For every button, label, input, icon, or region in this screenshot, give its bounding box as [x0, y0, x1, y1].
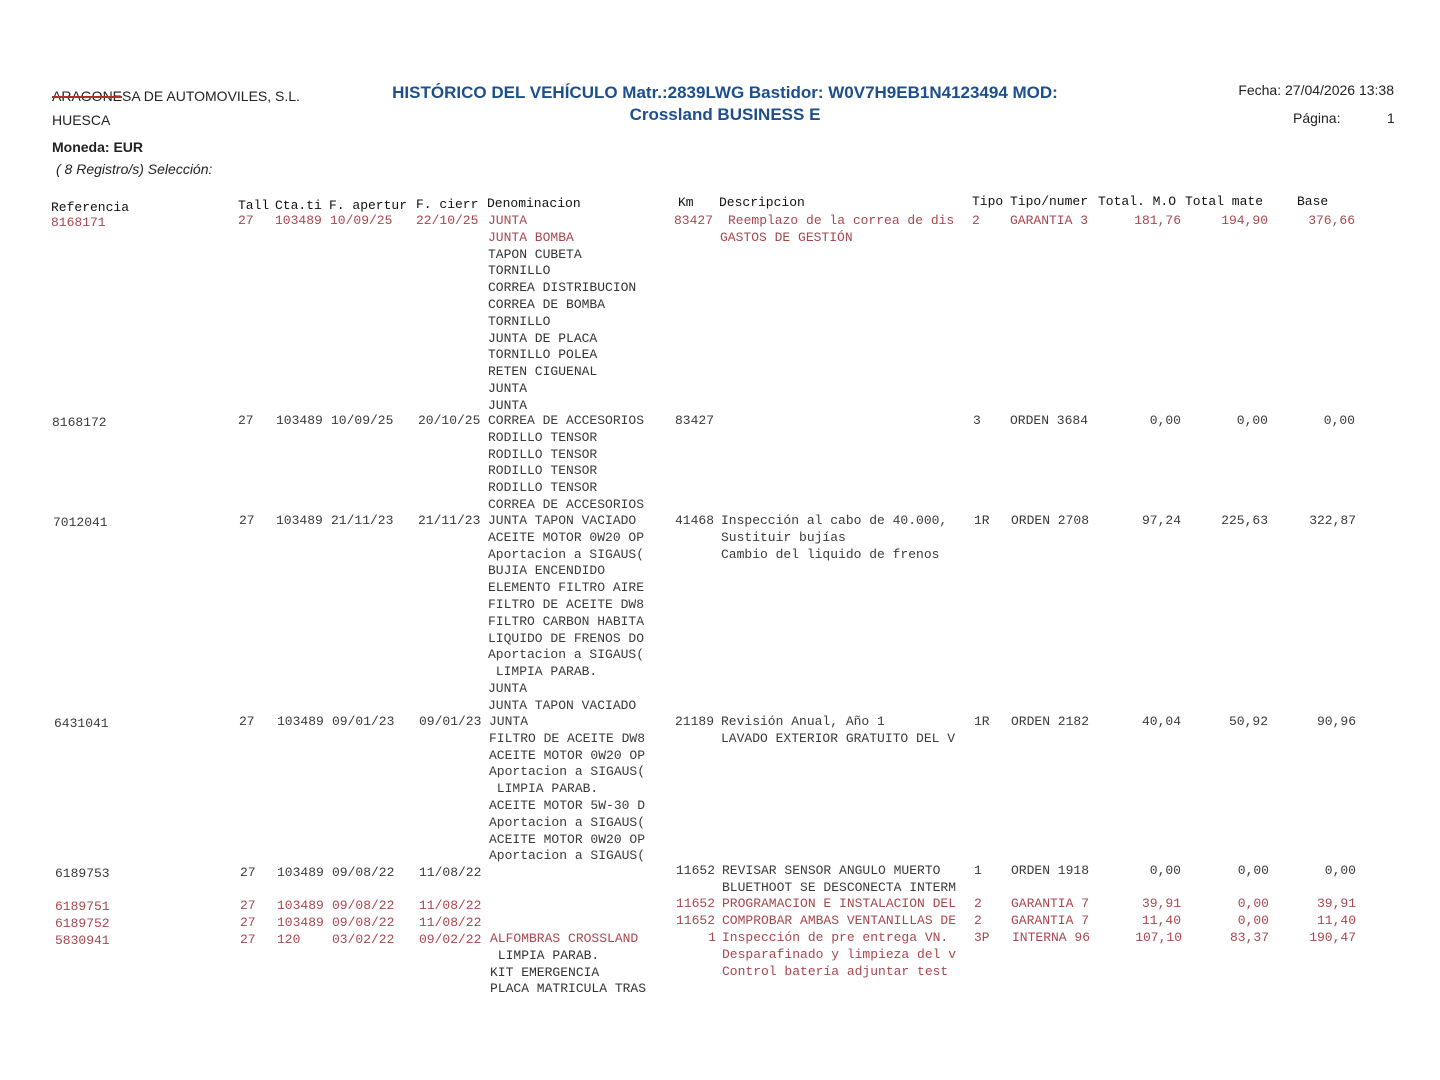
page-number: 1 [1387, 110, 1395, 126]
cell-description [722, 896, 956, 913]
currency-label: Moneda: EUR [52, 139, 143, 155]
cell-workshop: 27 [240, 865, 256, 880]
cell-account: 103489 [277, 915, 324, 930]
cell-material-total: 225,63 [1221, 513, 1268, 528]
cell-labor-total: 11,40 [1141, 913, 1181, 928]
cell-base: 90,96 [1316, 714, 1356, 729]
part-line: RODILLO TENSOR [488, 480, 598, 496]
cell-workshop: 27 [238, 413, 254, 428]
part-line: JUNTA TAPON VACIADO [488, 697, 637, 713]
description-line: GASTOS DE GESTIÓN [720, 229, 853, 245]
cell-account: 103489 [276, 413, 323, 428]
cell-type-number: GARANTIA 7 [1011, 913, 1090, 928]
part-line: ACEITE MOTOR 0W20 OP [489, 831, 646, 847]
cell-open-date: 09/01/23 [332, 714, 395, 729]
cell-type: 1 [974, 863, 982, 878]
col-header-account: Cta.ti [275, 198, 322, 213]
col-header-labor-total: Total. M.O [1098, 194, 1177, 209]
cell-material-total: 50,92 [1228, 714, 1268, 729]
cell-description [722, 863, 956, 897]
col-header-workshop: Tall [238, 198, 270, 213]
part-line: JUNTA [488, 680, 528, 696]
part-line: Aportacion a SIGAUS( [489, 848, 646, 864]
cell-account: 103489 [275, 213, 322, 228]
cell-description [722, 930, 956, 980]
cell-labor-total: 0,00 [1149, 863, 1181, 878]
description-line: BLUETHOOT SE DESCONECTA INTERM [722, 879, 957, 895]
cell-km: 11652 [676, 896, 716, 911]
col-header-base: Base [1297, 194, 1329, 209]
description-line: REVISAR SENSOR ANGULO MUERTO [722, 863, 941, 878]
part-line: BUJIA ENCENDIDO [488, 563, 606, 579]
description-line: Control batería adjuntar test [722, 963, 949, 979]
cell-type-number: ORDEN 3684 [1010, 413, 1089, 428]
cell-type-number: GARANTIA 7 [1011, 896, 1090, 911]
cell-base: 0,00 [1324, 863, 1356, 878]
company-name-struck: ARAGONE [52, 88, 123, 104]
cell-description [720, 213, 954, 247]
cell-denomination [490, 931, 646, 998]
cell-km: 41468 [675, 513, 715, 528]
part-line: RODILLO TENSOR [488, 463, 598, 479]
cell-reference: 6189752 [55, 916, 110, 931]
cell-close-date: 22/10/25 [416, 213, 479, 228]
part-line: Aportacion a SIGAUS( [488, 647, 645, 663]
description-line: Reemplazo de la correa de dis [728, 213, 955, 228]
part-line: ALFOMBRAS CROSSLAND [490, 931, 639, 946]
description-line: LAVADO EXTERIOR GRATUITO DEL V [721, 730, 956, 746]
part-line: FILTRO CARBON HABITA [488, 613, 645, 629]
part-line: ACEITE MOTOR 5W-30 D [489, 797, 646, 813]
part-line: JUNTA BOMBA [488, 229, 574, 245]
cell-type: 1R [974, 513, 990, 528]
cell-close-date: 09/01/23 [419, 714, 482, 729]
description-line: COMPROBAR AMBAS VENTANILLAS DE [722, 913, 957, 928]
cell-km: 21189 [675, 714, 715, 729]
part-line: LIMPIA PARAB. [489, 781, 599, 797]
part-line: KIT EMERGENCIA [490, 964, 600, 980]
cell-material-total: 83,37 [1229, 930, 1269, 945]
part-line: ACEITE MOTOR 0W20 OP [489, 747, 646, 763]
description-line: Inspección de pre entrega VN. [722, 930, 949, 945]
title-line-2: Crossland BUSINESS E [629, 105, 821, 124]
part-line: Aportacion a SIGAUS( [488, 546, 645, 562]
cell-base: 190,47 [1309, 930, 1356, 945]
cell-open-date: 10/09/25 [330, 213, 393, 228]
cell-reference: 7012041 [53, 515, 108, 530]
company-city: HUESCA [52, 112, 111, 128]
description-line: Inspección al cabo de 40.000, [721, 513, 948, 528]
cell-type: 3 [973, 413, 981, 428]
records-selection: ( 8 Registro/s) Selección: [56, 161, 213, 177]
part-line: LIMPIA PARAB. [488, 664, 598, 680]
cell-account: 103489 [277, 714, 324, 729]
cell-material-total: 194,90 [1221, 213, 1268, 228]
cell-base: 39,91 [1316, 896, 1356, 911]
col-header-close-date: F. cierr [416, 197, 479, 212]
part-line: JUNTA [488, 380, 528, 396]
cell-close-date: 21/11/23 [418, 513, 481, 528]
cell-workshop: 27 [238, 213, 254, 228]
cell-close-date: 11/08/22 [419, 865, 482, 880]
cell-labor-total: 97,24 [1141, 513, 1181, 528]
cell-type-number: ORDEN 1918 [1011, 863, 1090, 878]
description-line: PROGRAMACION E INSTALACION DEL [722, 896, 957, 911]
cell-close-date: 09/02/22 [419, 932, 482, 947]
cell-close-date: 11/08/22 [419, 898, 482, 913]
part-line: Aportacion a SIGAUS( [489, 764, 646, 780]
cell-description [721, 714, 955, 748]
cell-denomination [489, 714, 645, 865]
col-header-denomination: Denominacion [487, 196, 581, 211]
col-header-type-number: Tipo/numer [1010, 194, 1089, 209]
cell-close-date: 11/08/22 [419, 915, 482, 930]
cell-description [721, 513, 947, 563]
cell-account: 103489 [277, 865, 324, 880]
col-header-open-date: F. apertur [329, 198, 408, 213]
cell-workshop: 27 [239, 714, 255, 729]
part-line: CORREA DE ACCESORIOS [488, 413, 645, 428]
col-header-description: Descripcion [719, 195, 805, 210]
cell-type-number: GARANTIA 3 [1010, 213, 1089, 228]
cell-open-date: 21/11/23 [331, 513, 394, 528]
col-header-type: Tipo [972, 194, 1004, 209]
part-line: RODILLO TENSOR [488, 429, 598, 445]
part-line: JUNTA [488, 397, 528, 413]
cell-type: 2 [974, 896, 982, 911]
cell-reference: 8168172 [52, 415, 107, 430]
part-line: FILTRO DE ACEITE DW8 [489, 730, 646, 746]
cell-km: 11652 [676, 913, 716, 928]
cell-base: 322,87 [1309, 513, 1356, 528]
cell-open-date: 03/02/22 [332, 932, 395, 947]
col-header-material-total: Total mate [1185, 194, 1264, 209]
part-line: PLACA MATRICULA TRAS [490, 981, 647, 997]
part-line: JUNTA TAPON VACIADO [488, 513, 637, 528]
cell-reference: 6431041 [54, 716, 109, 731]
cell-labor-total: 40,04 [1141, 714, 1181, 729]
company-name [52, 88, 300, 104]
part-line: LIMPIA PARAB. [490, 947, 600, 963]
cell-base: 11,40 [1316, 913, 1356, 928]
cell-km: 83427 [674, 213, 714, 228]
part-line: ELEMENTO FILTRO AIRE [488, 580, 645, 596]
page-label: Página: [1293, 110, 1341, 126]
title-line-1: HISTÓRICO DEL VEHÍCULO Matr.:2839LWG Bastidor: W0V7H9EB1N4123494 MOD: [392, 83, 1058, 102]
cell-account: 120 [277, 932, 301, 947]
cell-account: 103489 [277, 898, 324, 913]
cell-labor-total: 0,00 [1149, 413, 1181, 428]
cell-close-date: 20/10/25 [418, 413, 481, 428]
part-line: LIQUIDO DE FRENOS DO [488, 630, 645, 646]
cell-open-date: 09/08/22 [332, 898, 395, 913]
cell-type: 2 [974, 913, 982, 928]
cell-reference: 8168171 [51, 215, 106, 230]
part-line: CORREA DISTRIBUCION [488, 280, 637, 296]
cell-type: 3P [974, 930, 990, 945]
part-line: RODILLO TENSOR [488, 446, 598, 462]
cell-type: 1R [974, 714, 990, 729]
print-date: Fecha: 27/04/2026 13:38 [1238, 82, 1394, 98]
cell-type-number: ORDEN 2708 [1011, 513, 1090, 528]
cell-base: 0,00 [1323, 413, 1355, 428]
cell-account: 103489 [276, 513, 323, 528]
part-line: FILTRO DE ACEITE DW8 [488, 596, 645, 612]
cell-base: 376,66 [1308, 213, 1355, 228]
cell-description [722, 913, 956, 930]
part-line: TORNILLO [488, 263, 551, 279]
cell-labor-total: 39,91 [1141, 896, 1181, 911]
cell-type: 2 [972, 213, 980, 228]
cell-workshop: 27 [240, 915, 256, 930]
description-line: Cambio del liquido de frenos [721, 546, 940, 562]
part-line: CORREA DE ACCESORIOS [488, 496, 645, 512]
part-line: TORNILLO POLEA [488, 347, 598, 363]
cell-reference: 6189751 [55, 899, 110, 914]
description-line: Desparafinado y limpieza del v [722, 946, 957, 962]
cell-denomination [488, 413, 644, 514]
col-header-reference: Referencia [51, 200, 130, 215]
cell-type-number: INTERNA 96 [1012, 930, 1091, 945]
cell-reference: 6189753 [55, 866, 110, 881]
cell-km: 11652 [676, 863, 716, 878]
cell-denomination [488, 513, 644, 715]
part-line: TORNILLO [488, 313, 551, 329]
part-line: ACEITE MOTOR 0W20 OP [488, 529, 645, 545]
cell-workshop: 27 [239, 513, 255, 528]
cell-material-total: 0,00 [1237, 913, 1269, 928]
cell-open-date: 09/08/22 [332, 915, 395, 930]
cell-open-date: 09/08/22 [332, 865, 395, 880]
col-header-km: Km [678, 195, 694, 210]
cell-km: 83427 [675, 413, 715, 428]
part-line: Aportacion a SIGAUS( [489, 814, 646, 830]
part-line: JUNTA [489, 714, 529, 729]
part-line: JUNTA DE PLACA [488, 330, 598, 346]
cell-open-date: 10/09/25 [331, 413, 394, 428]
description-line: Revisión Anual, Año 1 [721, 714, 885, 729]
cell-reference: 5830941 [55, 933, 110, 948]
part-line: TAPON CUBETA [488, 246, 582, 262]
description-line: Sustituir bujías [721, 529, 846, 545]
cell-labor-total: 181,76 [1134, 213, 1181, 228]
part-line: RETEN CIGUENAL [488, 364, 598, 380]
document-title [380, 82, 1070, 126]
cell-material-total: 0,00 [1237, 896, 1269, 911]
cell-workshop: 27 [240, 898, 256, 913]
cell-material-total: 0,00 [1237, 863, 1269, 878]
cell-km: 1 [708, 930, 716, 945]
company-name-rest: SA DE AUTOMOVILES, S.L. [122, 88, 300, 104]
cell-labor-total: 107,10 [1135, 930, 1182, 945]
cell-workshop: 27 [240, 932, 256, 947]
part-line: JUNTA [488, 213, 528, 228]
cell-material-total: 0,00 [1236, 413, 1268, 428]
cell-denomination [488, 213, 636, 415]
cell-type-number: ORDEN 2182 [1011, 714, 1090, 729]
part-line: CORREA DE BOMBA [488, 296, 606, 312]
